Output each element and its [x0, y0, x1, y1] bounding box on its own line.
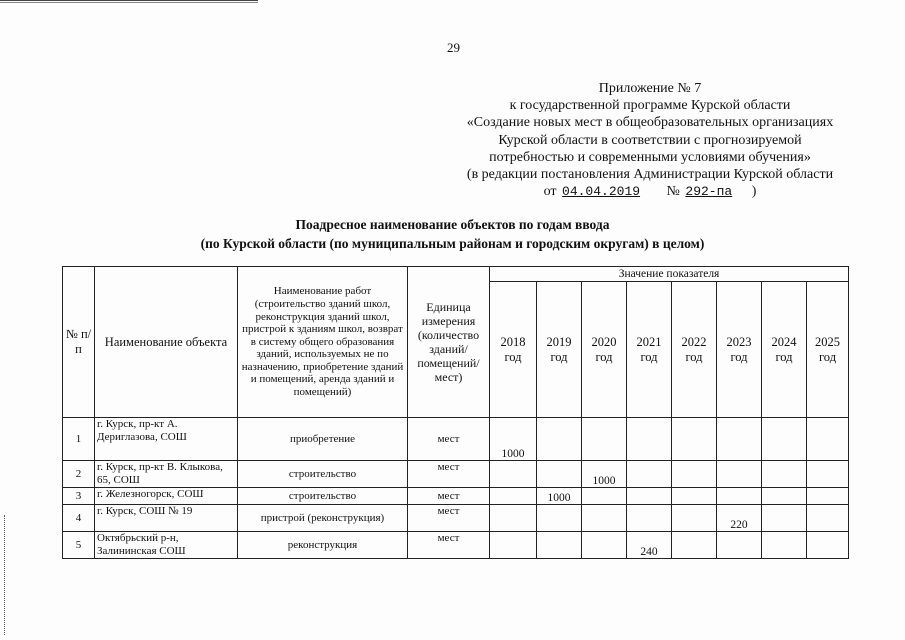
- appendix-title: Приложение № 7: [598, 81, 702, 96]
- header-year: 2025 год: [807, 282, 849, 418]
- number-prefix: №: [666, 184, 680, 200]
- row-work: пристрой (реконструкция): [238, 505, 408, 532]
- header-object: Наименование объекта: [95, 267, 238, 418]
- header-year: 2020 год: [582, 282, 627, 418]
- row-value: [762, 461, 807, 488]
- row-value: [627, 505, 672, 532]
- header-year: 2019 год: [537, 282, 582, 418]
- row-value: [582, 488, 627, 505]
- row-num: 3: [63, 488, 95, 505]
- title-line-2: (по Курской области (по муниципальным районам и городским округам) в целом): [200, 236, 705, 251]
- row-value: 1000: [537, 488, 582, 505]
- appendix-line: Курской области в соответствии с прогнозируемой: [498, 132, 802, 148]
- row-value: [762, 505, 807, 532]
- header-works: Наименование работ (строительство зданий школ, реконструкция зданий школ, пристрой к зданиям школ, возврат в систему общего образования зданий, используемых не по назначению, приобретение зданий и помещений, аренда зданий и помещений): [238, 267, 408, 418]
- row-object: Октябрьский р-н, Залининская СОШ: [95, 532, 238, 559]
- appendix-line: «Создание новых мест в общеобразовательных организациях: [466, 115, 834, 131]
- row-value: [537, 418, 582, 461]
- row-value: [627, 488, 672, 505]
- row-value: [807, 418, 849, 461]
- table-row: [63, 461, 849, 488]
- row-value: [762, 532, 807, 559]
- row-value: [672, 488, 717, 505]
- resolution-date: 04.04.2019: [562, 184, 641, 200]
- appendix-block: [430, 80, 870, 200]
- row-value: [807, 505, 849, 532]
- row-unit: мест: [408, 532, 490, 559]
- row-value: [762, 488, 807, 505]
- closing-paren: ): [751, 184, 757, 200]
- appendix-line: (в редакции постановления Администрации Курской области: [466, 167, 834, 183]
- table-row: [63, 488, 849, 505]
- row-value: [490, 488, 537, 505]
- row-value: [537, 461, 582, 488]
- appendix-line: потребностью и современными условиями обучения»: [489, 149, 811, 165]
- appendix-line: к государственной программе Курской области: [509, 98, 791, 114]
- row-value: [490, 505, 537, 532]
- row-value: [717, 461, 762, 488]
- row-num: 5: [63, 532, 95, 559]
- header-num: № п/п: [63, 267, 95, 418]
- row-value: [807, 488, 849, 505]
- row-object: г. Железногорск, СОШ: [95, 488, 238, 505]
- header-year: 2023 год: [717, 282, 762, 418]
- document-title: [0, 215, 905, 253]
- row-value: [582, 505, 627, 532]
- row-object: г. Курск, пр-кт В. Клыкова, 65, СОШ: [95, 461, 238, 488]
- row-value: [807, 532, 849, 559]
- row-work: строительство: [238, 461, 408, 488]
- row-value: [627, 418, 672, 461]
- table-row: [63, 532, 849, 559]
- row-value: [490, 532, 537, 559]
- row-value: 240: [627, 532, 672, 559]
- row-unit: мест: [408, 461, 490, 488]
- header-value-group: Значение показателя: [490, 267, 849, 282]
- top-rule-secondary: [0, 2, 258, 3]
- header-year: 2024 год: [762, 282, 807, 418]
- table-row: [63, 418, 849, 461]
- title-line-1: Поадресное наименование объектов по годам ввода: [295, 217, 610, 232]
- row-object: г. Курск, СОШ № 19: [95, 505, 238, 532]
- date-prefix: от: [543, 184, 557, 200]
- row-object: г. Курск, пр-кт А. Дериглазова, СОШ: [95, 418, 238, 461]
- header-year: 2022 год: [672, 282, 717, 418]
- top-rule: [0, 0, 258, 1]
- row-unit: мест: [408, 488, 490, 505]
- row-value: 1000: [582, 461, 627, 488]
- page-number: 29: [447, 40, 460, 55]
- row-unit: мест: [408, 418, 490, 461]
- row-value: [582, 418, 627, 461]
- row-unit: мест: [408, 505, 490, 532]
- row-value: [672, 461, 717, 488]
- row-value: [717, 532, 762, 559]
- resolution-number: 292-па: [685, 184, 733, 200]
- row-work: реконструкция: [238, 532, 408, 559]
- row-num: 2: [63, 461, 95, 488]
- row-value: [537, 505, 582, 532]
- row-value: [717, 488, 762, 505]
- header-unit: Единица измерения (количество зданий/ помещений/ мест): [408, 267, 490, 418]
- row-value: 1000: [490, 418, 537, 461]
- table-row: [63, 505, 849, 532]
- resolution-ref: [430, 183, 870, 200]
- header-year: 2018 год: [490, 282, 537, 418]
- row-value: [582, 532, 627, 559]
- row-num: 4: [63, 505, 95, 532]
- objects-table: [62, 266, 849, 559]
- row-value: [672, 532, 717, 559]
- row-value: [807, 461, 849, 488]
- row-value: [490, 461, 537, 488]
- row-value: [627, 461, 672, 488]
- row-value: 220: [717, 505, 762, 532]
- row-work: приобретение: [238, 418, 408, 461]
- row-value: [762, 418, 807, 461]
- scan-margin-mark: [4, 515, 5, 635]
- row-value: [537, 532, 582, 559]
- header-year: 2021 год: [627, 282, 672, 418]
- row-work: строительство: [238, 488, 408, 505]
- row-value: [717, 418, 762, 461]
- row-value: [672, 418, 717, 461]
- row-num: 1: [63, 418, 95, 461]
- row-value: [672, 505, 717, 532]
